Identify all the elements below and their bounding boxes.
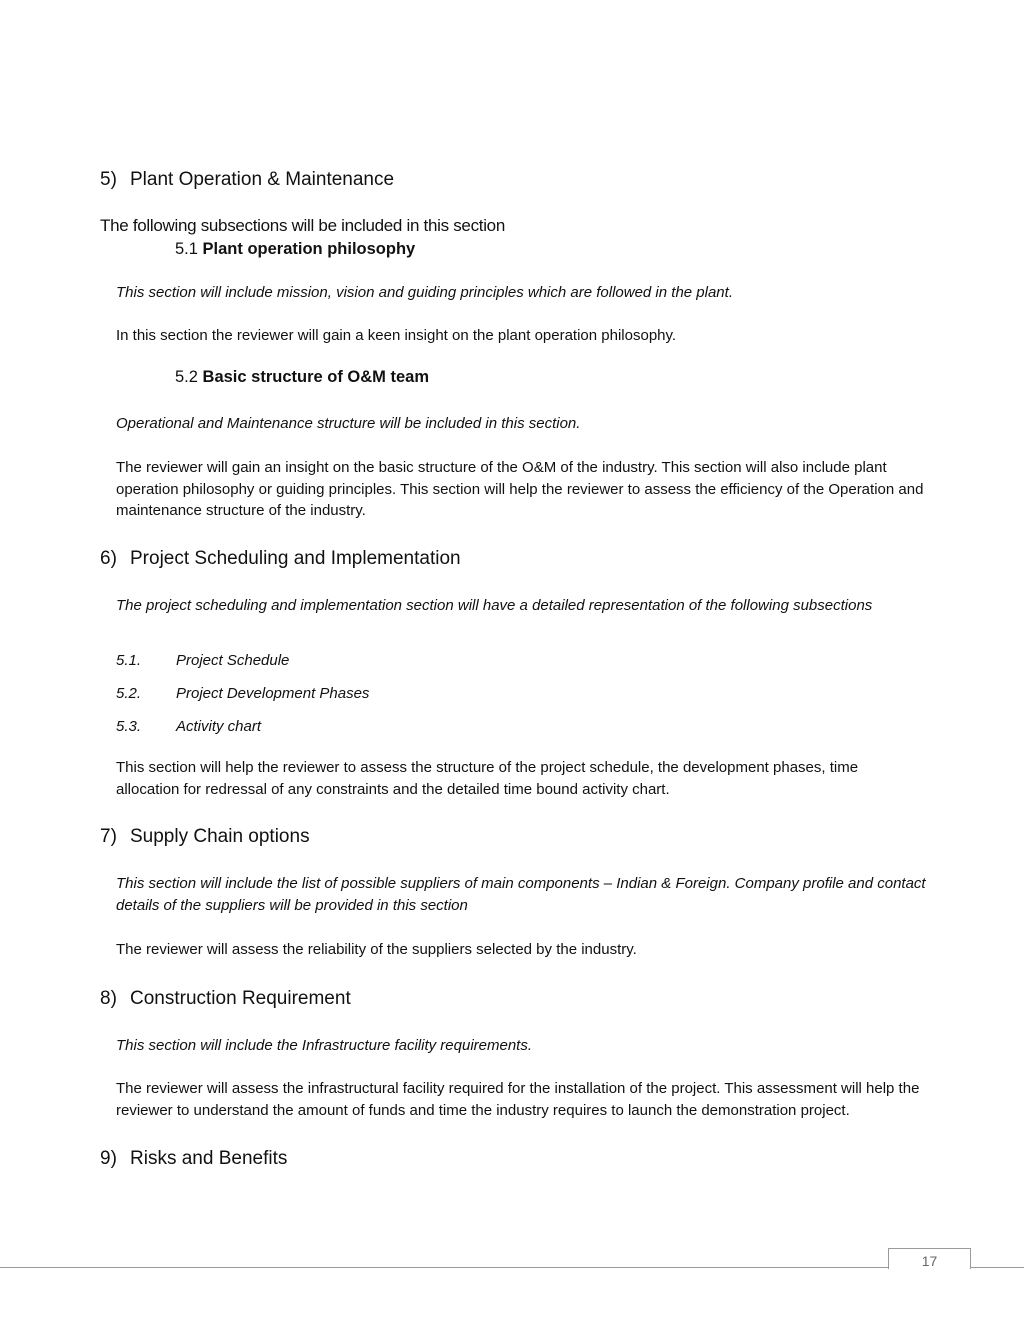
- subsection-5-2-heading: [175, 368, 429, 387]
- list-item: [116, 683, 369, 705]
- list-item-label: Project Development Phases: [176, 685, 370, 702]
- subsection-5-2-number: 5.2: [175, 368, 198, 386]
- subsection-5-2-body: The reviewer will gain an insight on the basic structure of the O&M of the industry. This section will also include plant operation philosophy or guiding principles. This section will help the reviewer to assess the efficiency of the Operation and maintenance structure of the industry.: [116, 459, 924, 519]
- section-8-heading: [100, 988, 351, 1010]
- subsection-5-1-italic: This section will include mission, vision and guiding principles which are followed in the plant.: [116, 284, 733, 301]
- section-7-heading: [100, 826, 310, 848]
- list-item-label: Activity chart: [176, 718, 262, 735]
- section-8-title: Construction Requirement: [130, 988, 351, 1009]
- subsection-5-2-italic: Operational and Maintenance structure will be included in this section.: [116, 415, 581, 432]
- page-number: 17: [888, 1248, 971, 1269]
- section-5-number: 5): [100, 169, 117, 190]
- section-7-number: 7): [100, 826, 117, 847]
- list-item-number: 5.2.: [116, 685, 142, 702]
- section-6-heading: [100, 548, 461, 570]
- section-6-number: 6): [100, 548, 117, 569]
- section-9-title: Risks and Benefits: [130, 1148, 288, 1169]
- section-8-body: The reviewer will assess the infrastructural facility required for the installation of the project. This assessment will help the reviewer to understand the amount of funds and time the industry requires to launch the demonstration project.: [116, 1080, 920, 1119]
- subsection-5-1-title: Plant operation philosophy: [202, 240, 416, 258]
- section-8-italic: This section will include the Infrastructure facility requirements.: [116, 1037, 533, 1054]
- subsection-5-2-title: Basic structure of O&M team: [202, 368, 430, 386]
- section-9-number: 9): [100, 1148, 117, 1169]
- section-6-body: This section will help the reviewer to assess the structure of the project schedule, the development phases, time allocation for redressal of any constraints and the detailed time bound activity chart.: [116, 759, 859, 798]
- list-item: [116, 716, 261, 738]
- list-item-number: 5.3.: [116, 718, 142, 735]
- section-5-intro: The following subsections will be included in this section: [100, 216, 505, 235]
- section-6-italic: The project scheduling and implementation section will have a detailed representation of the following subsections: [116, 597, 873, 614]
- section-6-title: Project Scheduling and Implementation: [130, 548, 461, 569]
- subsection-5-1-number: 5.1: [175, 240, 198, 258]
- section-5-title: Plant Operation & Maintenance: [130, 169, 395, 190]
- subsection-5-1-heading: [175, 240, 415, 259]
- section-7-italic: This section will include the list of possible suppliers of main components – Indian & Foreign. Company profile and contact details of the suppliers will be provided in this section: [116, 875, 926, 914]
- footer-rule: [0, 1267, 1024, 1268]
- section-9-heading: [100, 1148, 287, 1170]
- list-item-label: Project Schedule: [176, 652, 290, 669]
- list-item: [116, 650, 289, 672]
- section-7-body: The reviewer will assess the reliability of the suppliers selected by the industry.: [116, 941, 637, 958]
- subsection-5-1-body: In this section the reviewer will gain a keen insight on the plant operation philosophy.: [116, 327, 677, 344]
- list-item-number: 5.1.: [116, 652, 142, 669]
- section-7-title: Supply Chain options: [130, 826, 310, 847]
- section-5-heading: [100, 169, 394, 191]
- section-8-number: 8): [100, 988, 117, 1009]
